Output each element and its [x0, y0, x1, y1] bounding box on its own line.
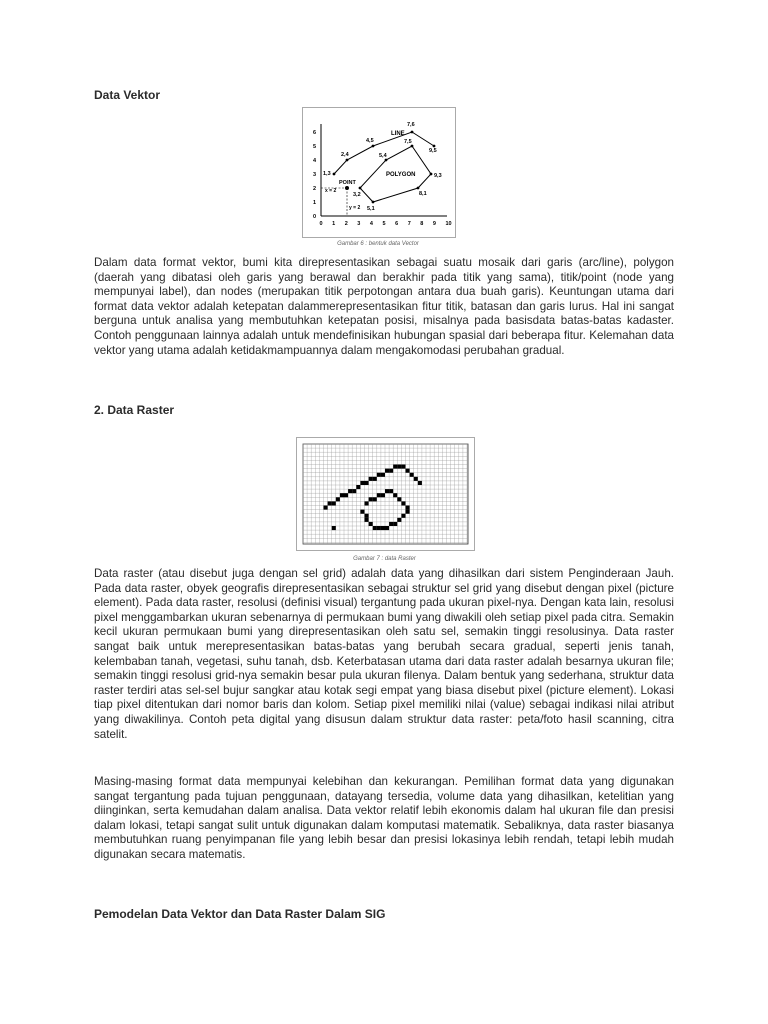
coord-label: 2,4	[341, 152, 349, 158]
x-tick-label: 10	[445, 221, 452, 227]
x-tick-label: 7	[407, 221, 411, 227]
x-tick-label: 9	[432, 221, 436, 227]
x-tick-label: 5	[382, 221, 386, 227]
x-eq-label: x = 2	[325, 188, 337, 194]
y-tick-label: 3	[313, 172, 317, 178]
x-tick-label: 6	[395, 221, 399, 227]
x-tick-label: 4	[369, 221, 373, 227]
point-label: POINT	[339, 180, 356, 186]
heading-data-vektor: Data Vektor	[94, 88, 161, 102]
coord-label: 3,2	[353, 192, 361, 198]
x-tick-label: 8	[420, 221, 424, 227]
y-tick-label: 5	[313, 144, 317, 150]
vector-figure	[302, 107, 456, 238]
x-tick-label: 1	[332, 221, 336, 227]
coord-label: 8,1	[419, 191, 427, 197]
y-tick-label: 2	[313, 186, 317, 192]
x-tick-label: 0	[319, 221, 323, 227]
paragraph-vektor: Dalam data format vektor, bumi kita direpresentasikan sebagai suatu mosaik dari garis (arc/line), polygon (daerah yang dibatasi oleh garis yang berawal dan berakhir pada titik yang sama), titik/point (node yang mempunyai label), dan nodes (merupakan titik perpotongan antara dua buah garis). Keuntungan utama dari format data vektor adalah ketepatan dalammerepresentasikan fitur titik, batasan dan garis lurus. Hal ini sangat berguna untuk analisa yang membutuhkan ketepatan posisi, misalnya pada basisdata batas-batas kadaster. Contoh penggunaan lainnya adalah untuk mendefinisikan hubungan spasial dari beberapa fitur. Kelemahan data vektor yang utama adalah ketidakmampuannya dalam mengakomodasi perubahan gradual.	[94, 256, 674, 357]
vector-figure-caption: Gambar 6 : bentuk data Vector	[337, 241, 419, 247]
y-tick-label: 6	[313, 130, 317, 136]
vector-diagram	[303, 108, 455, 237]
raster-figure-caption: Gambar 7 : data Raster	[353, 556, 416, 562]
raster-figure	[296, 437, 475, 551]
y-tick-label: 4	[313, 158, 317, 164]
y-tick-label: 0	[313, 214, 317, 220]
coord-label: 9,3	[434, 173, 442, 179]
coord-label: 7,6	[407, 122, 415, 128]
coord-label: 9,5	[429, 148, 437, 154]
coord-label: 7,5	[404, 139, 412, 145]
coord-label: 1,3	[323, 171, 331, 177]
y-tick-label: 1	[313, 200, 317, 206]
paragraph-raster: Data raster (atau disebut juga dengan sel grid) adalah data yang dihasilkan dari sistem Penginderaan Jauh. Pada data raster, obyek geografis direpresentasikan sebagai struktur sel grid yang disebut dengan pixel (picture element). Pada data raster, resolusi (definisi visual) tergantung pada ukuran pixel-nya. Dengan kata lain, resolusi pixel menggambarkan ukuran sebenarnya di permukaan bumi yang diwakili oleh setiap pixel pada citra. Semakin kecil ukuran permukaan bumi yang direpresentasikan oleh satu sel, semakin tinggi resolusinya. Data raster sangat baik untuk merepresentasikan batas-batas yang berubah secara gradual, seperti jenis tanah, kelembaban tanah, vegetasi, suhu tanah, dsb. Keterbatasan utama dari data raster adalah besarnya ukuran file; semakin tinggi resolusi grid-nya semakin besar pula ukuran filenya. Dalam bentuk yang sederhana, struktur data raster terdiri atas sel-sel bujur sangkar atau kotak segi empat yang biasa disebut pixel (picture element). Lokasi tiap pixel ditentukan dari nomor baris dan kolom. Setiap pixel memiliki nilai (value) sebagai indikasi nilai atribut yang diwakilinya. Contoh peta digital yang disusun dalam struktur data raster: peta/foto hasil scanning, citra satelit.	[94, 567, 674, 741]
coord-label: 5,1	[367, 206, 375, 212]
coord-label: 5,4	[379, 153, 387, 159]
x-tick-label: 3	[357, 221, 361, 227]
polygon-label: POLYGON	[386, 172, 416, 178]
y-eq-label: y = 2	[349, 205, 361, 211]
heading-data-raster: 2. Data Raster	[94, 403, 175, 417]
line-label: LINE	[391, 131, 405, 137]
x-tick-label: 2	[344, 221, 348, 227]
heading-pemodelan: Pemodelan Data Vektor dan Data Raster Dalam SIG	[94, 907, 386, 921]
raster-grid-diagram	[297, 438, 474, 550]
coord-label: 4,5	[366, 138, 374, 144]
paragraph-perbandingan: Masing-masing format data mempunyai kelebihan dan kekurangan. Pemilihan format data yang digunakan sangat tergantung pada tujuan penggunaan, datayang tersedia, volume data yang dihasilkan, ketelitian yang diinginkan, serta kemudahan dalam analisa. Data vektor relatif lebih ekonomis dalam hal ukuran file dan presisi dalam lokasi, tetapi sangat sulit untuk digunakan dalam komputasi matematik. Sebaliknya, data raster biasanya membutuhkan ruang penyimpanan file yang lebih besar dan presisi lokasinya lebih rendah, tetapi lebih mudah digunakan secara matematis.	[94, 775, 674, 861]
